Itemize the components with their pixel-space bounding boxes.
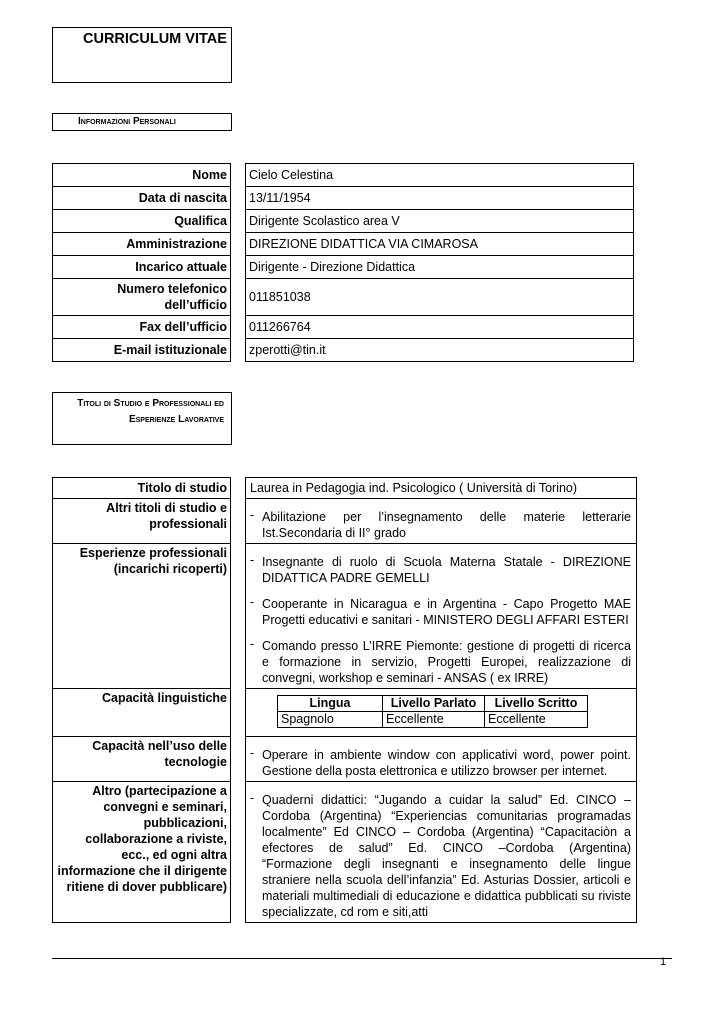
field-value [246, 544, 637, 689]
table-row [53, 478, 637, 499]
table-header-row [278, 696, 588, 712]
table-row [53, 256, 634, 279]
table-row [53, 316, 634, 339]
list-item: - Cooperante in Nicaragua e in Argentina - Capo Progetto MAE Progetti educativi e sanitari - MINISTERO DEGLI AFFARI ESTERI [250, 595, 631, 627]
field-label: Capacità linguistiche [53, 689, 231, 737]
field-label: Nome [53, 164, 231, 187]
email-value: zperotti@tin.it [246, 339, 634, 362]
field-label: Numero telefonico dell’ufficio [53, 279, 231, 316]
field-value: Cielo Celestina [246, 164, 634, 187]
field-label: Data di nascita [53, 187, 231, 210]
column-header: Livello Parlato [383, 696, 485, 712]
table-row [53, 689, 637, 737]
table-row [53, 210, 634, 233]
field-label: E-mail istituzionale [53, 339, 231, 362]
field-value: 13/11/1954 [246, 187, 634, 210]
list-item: - Quaderni didattici: “Jugando a cuidar la salud” Ed. CINCO – Cordoba (Argentina) “Experiencias comunitarias programadas localmente” Ed CINCO – Cordoba (Argentina) “Capacitaciòn a efectores de salud” Ed. CINCO –Cordoba (Argentina) “Formazione degli insegnanti e insegnamento delle lingue straniere nella scuola dell’infanzia” Ed. Asturias Dossier, articoli e materiali multimediali di educazione e didattica pubblicati su riviste specializzate, cd rom e siti,atti [250, 791, 631, 919]
field-label: Amministrazione [53, 233, 231, 256]
field-value: Laurea in Pedagogia ind. Psicologico ( Università di Torino) [246, 478, 637, 499]
column-header: Livello Scritto [485, 696, 588, 712]
list-item: - Abilitazione per l’insegnamento delle materie letterarie Ist.Secondaria di II° grado [250, 508, 631, 540]
field-value: DIREZIONE DIDATTICA VIA CIMAROSA [246, 233, 634, 256]
list-item: - Operare in ambiente window con applicativi word, power point. Gestione della posta elettronica e utilizzo browser per internet. [250, 746, 631, 778]
field-value [246, 689, 637, 737]
table-cell: Spagnolo [278, 712, 383, 728]
table-row [278, 712, 588, 728]
field-label: Fax dell’ufficio [53, 316, 231, 339]
field-value [246, 782, 637, 923]
field-value: 011266764 [246, 316, 634, 339]
field-label: Qualifica [53, 210, 231, 233]
list-item: - Comando presso L’IRRE Piemonte: gestione di progetti di ricerca e formazione in servizio, Progetti Europei, realizzazione di convegni, workshop e seminari - ANSAS ( ex IRRE) [250, 637, 631, 685]
table-row [53, 544, 637, 689]
table-cell: Eccellente [485, 712, 588, 728]
table-row [53, 737, 637, 782]
field-label: Altri titoli di studio e professionali [53, 499, 231, 544]
column-header: Lingua [278, 696, 383, 712]
section-header-studies: Titoli di Studio e Professionali ed Esperienze Lavorative [52, 392, 232, 445]
footer-divider [52, 958, 672, 959]
page-number: 1 [660, 956, 667, 968]
section-header-personal: Informazioni Personali [52, 113, 232, 131]
table-row [53, 782, 637, 923]
languages-table [277, 695, 588, 728]
field-value: Dirigente - Direzione Didattica [246, 256, 634, 279]
cv-title-box [52, 27, 232, 83]
table-row [53, 164, 634, 187]
table-row [53, 187, 634, 210]
table-row [53, 339, 634, 362]
field-label: Capacità nell’uso delle tecnologie [53, 737, 231, 782]
field-label: Esperienze professionali (incarichi ricoperti) [53, 544, 231, 689]
cv-title: CURRICULUM VITAE [83, 31, 227, 47]
personal-info-table [52, 163, 634, 362]
field-label: Incarico attuale [53, 256, 231, 279]
field-value [246, 499, 637, 544]
field-value: Dirigente Scolastico area V [246, 210, 634, 233]
table-row [53, 233, 634, 256]
field-value [246, 737, 637, 782]
field-label: Titolo di studio [53, 478, 231, 499]
table-row [53, 499, 637, 544]
list-item: - Insegnante di ruolo di Scuola Materna Statale - DIREZIONE DIDATTICA PADRE GEMELLI [250, 553, 631, 585]
studies-table [52, 477, 637, 923]
table-row [53, 279, 634, 316]
table-cell: Eccellente [383, 712, 485, 728]
field-label: Altro (partecipazione a convegni e seminari, pubblicazioni, collaborazione a riviste, ecc., ed ogni altra informazione che il dirigente ritiene di dover pubblicare) [53, 782, 231, 923]
field-value: 011851038 [246, 279, 634, 316]
